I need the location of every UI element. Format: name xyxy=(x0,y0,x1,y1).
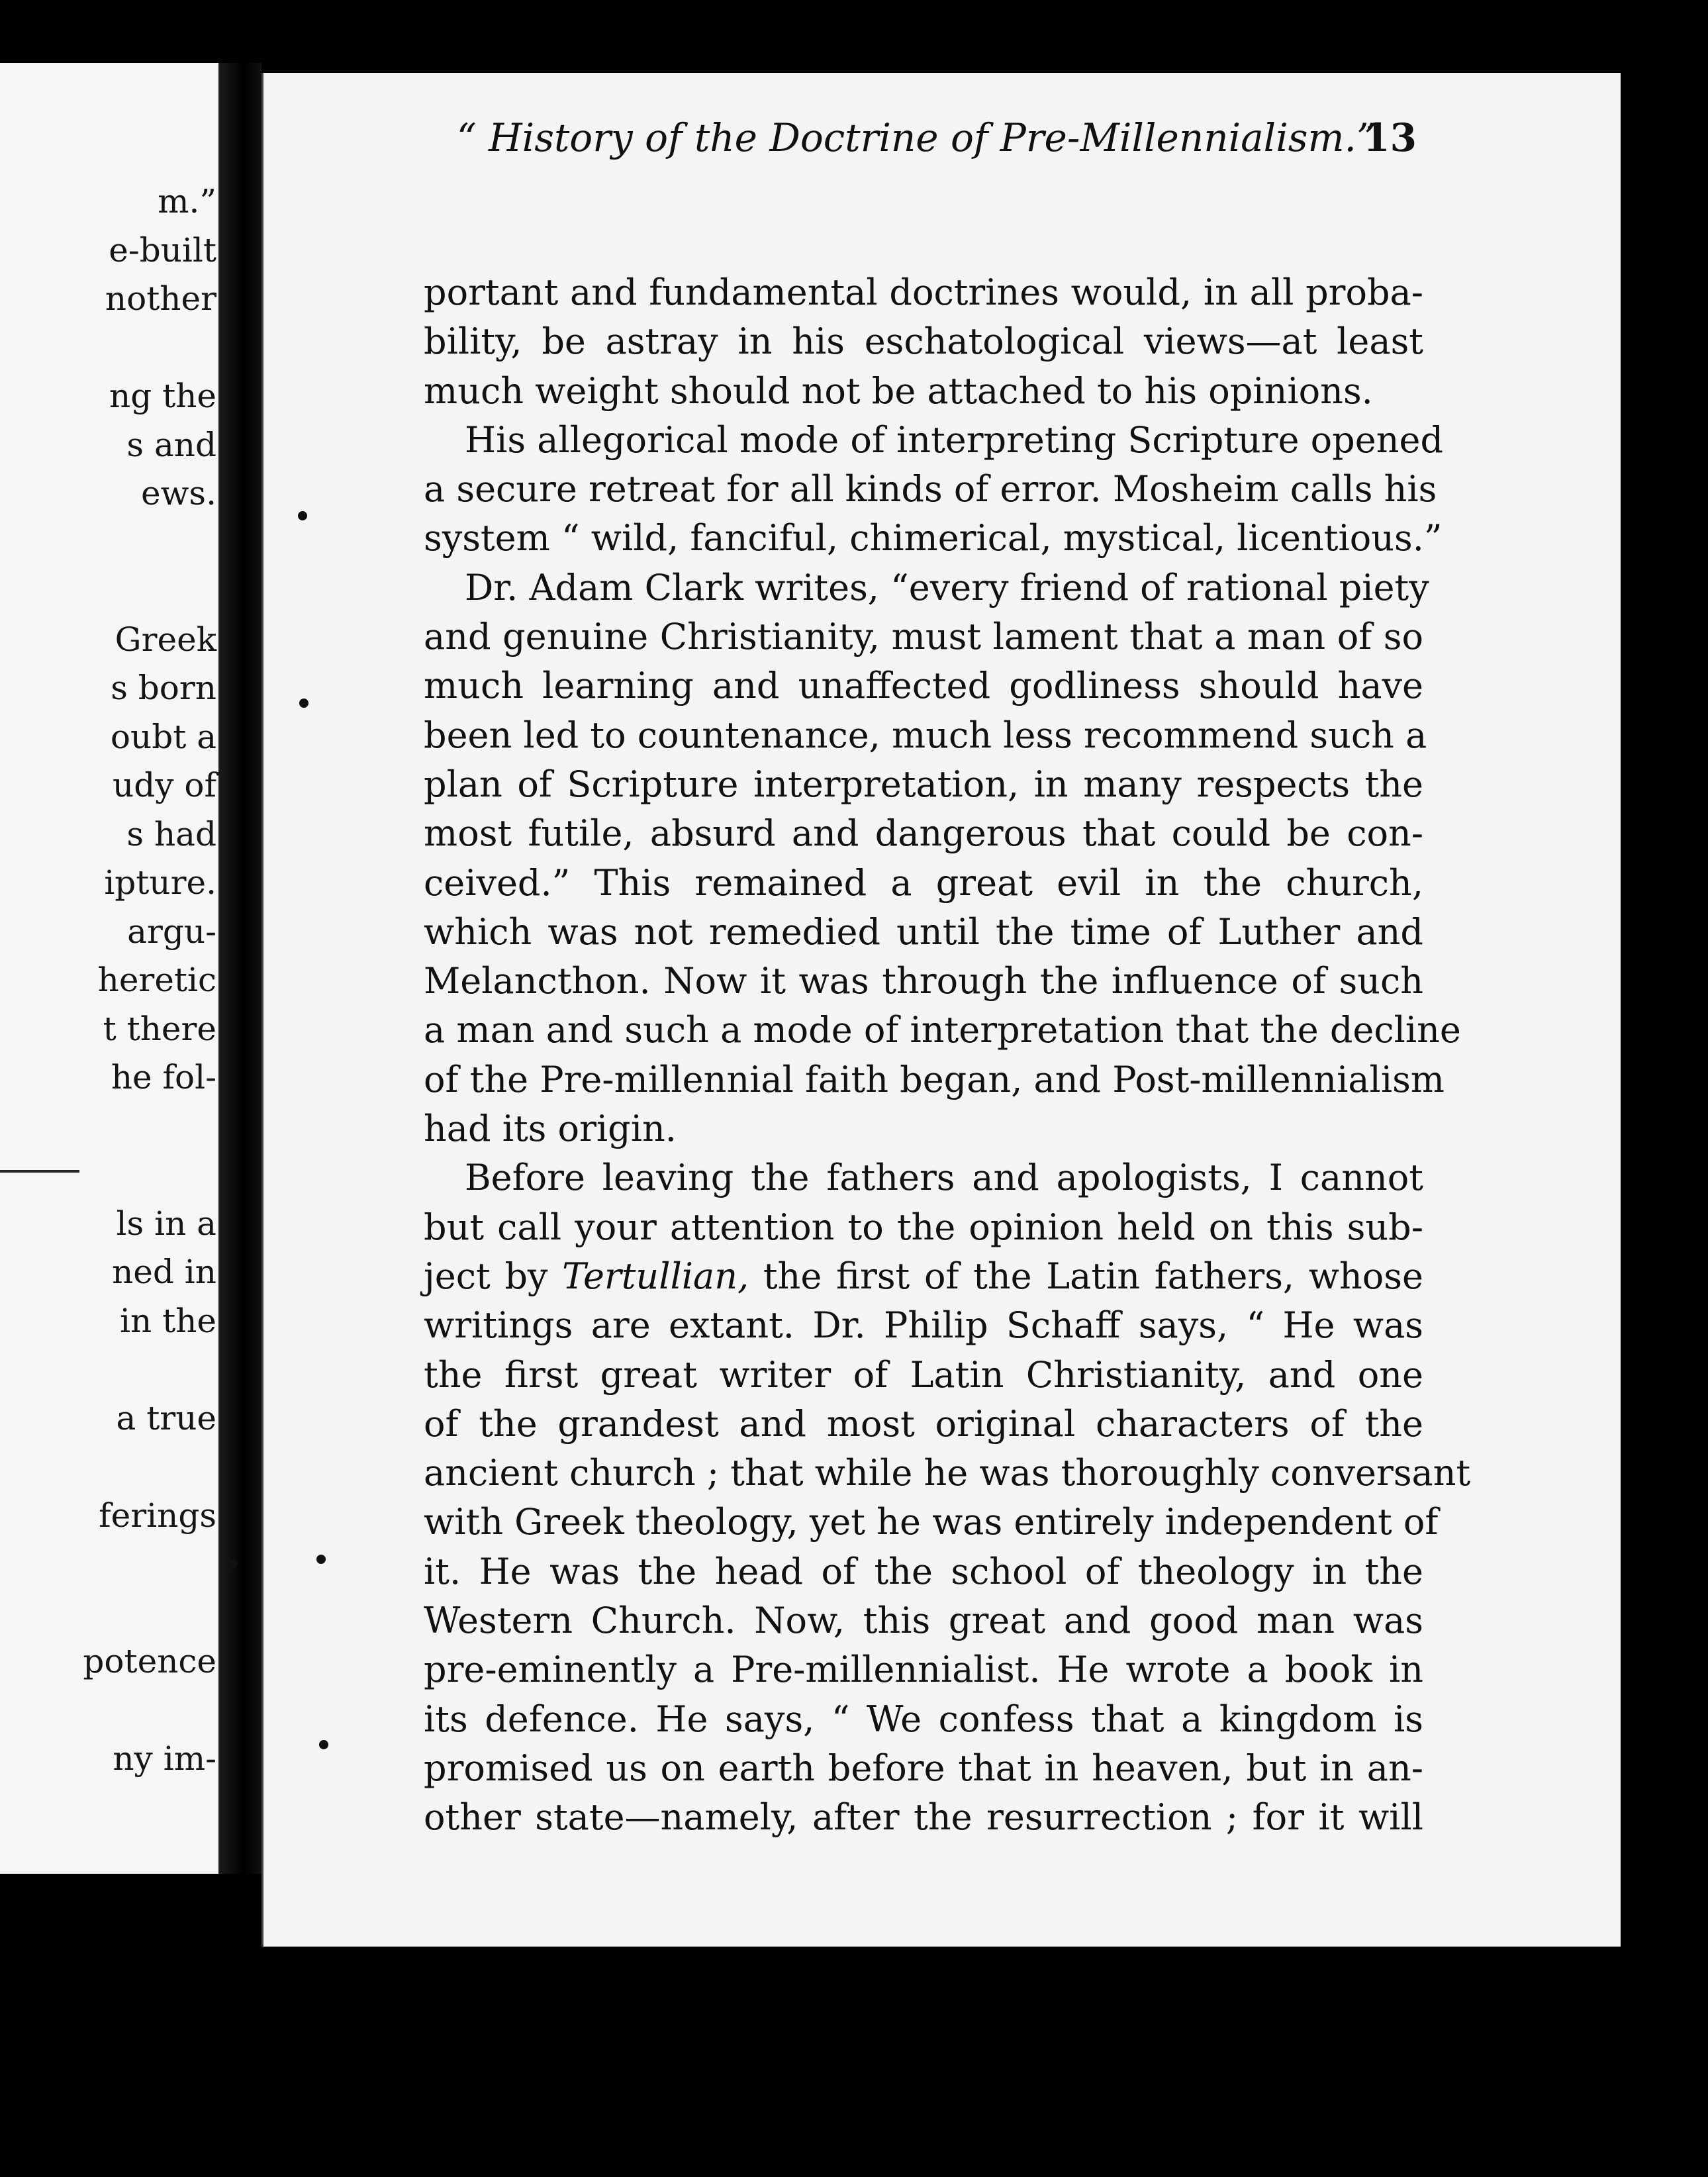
text-line: the first great writer of Latin Christianity, and one xyxy=(424,1353,1423,1396)
facing-page-line: ews. xyxy=(141,474,216,512)
text-line: promised us on earth before that in heaven, but in an- xyxy=(424,1747,1423,1789)
text-line: plan of Scripture interpretation, in many respects the xyxy=(424,763,1423,805)
facing-page-line: a true xyxy=(116,1398,216,1437)
text-line: most futile, absurd and dangerous that could be con- xyxy=(424,812,1423,855)
facing-page-line: s born xyxy=(111,669,216,707)
text-line: writings are extant. Dr. Philip Schaff says, “ He was xyxy=(424,1304,1423,1347)
text-line: a man and such a mode of interpretation that the decline xyxy=(424,1009,1461,1051)
text-line: of the Pre-millennial faith began, and Post-millennialism xyxy=(424,1058,1445,1100)
facing-page-line: heretic xyxy=(97,961,216,999)
text-line: had its origin. xyxy=(424,1108,677,1150)
body-text xyxy=(424,268,1471,1843)
facing-page-line: Greek xyxy=(115,620,216,659)
text-line: much weight should not be attached to his opinions. xyxy=(424,369,1373,412)
running-title: “ History of the Doctrine of Pre-Millennialism.” xyxy=(457,115,1376,160)
text-line: Dr. Adam Clark writes, “every friend of rational piety xyxy=(465,566,1429,608)
facing-page-line: udy of xyxy=(113,766,216,804)
facing-page-line: s and xyxy=(126,425,216,464)
text-line: been led to countenance, much less recommend such a xyxy=(424,714,1427,756)
text-line: Before leaving the fathers and apologists, I cannot xyxy=(465,1157,1423,1199)
text-line: Melancthon. Now it was through the influence of such xyxy=(424,960,1423,1002)
margin-speck xyxy=(319,1740,328,1749)
margin-speck xyxy=(228,1559,238,1569)
running-header xyxy=(457,111,1417,164)
facing-page-line: ls in a xyxy=(116,1204,216,1243)
text-line: but call your attention to the opinion held on this sub- xyxy=(424,1206,1423,1248)
facing-page-rule xyxy=(0,1170,79,1173)
margin-speck xyxy=(298,511,307,520)
text-line: pre-eminently a Pre-millennialist. He wrote a book in xyxy=(424,1649,1423,1691)
facing-page-line: ipture. xyxy=(104,863,216,902)
text-line: bility, be astray in his eschatological views—at least xyxy=(424,320,1423,363)
book-gutter xyxy=(218,63,261,1874)
facing-page-line: t there xyxy=(103,1009,216,1048)
facing-page-line: he fol- xyxy=(111,1058,216,1096)
page-number: 13 xyxy=(1363,115,1417,160)
text-line: Western Church. Now, this great and good man was xyxy=(424,1600,1423,1642)
margin-speck xyxy=(299,699,308,708)
facing-page-line: nother xyxy=(105,279,216,318)
facing-page-line: ned in xyxy=(112,1253,216,1291)
text-line: of the grandest and most original characters of the xyxy=(424,1402,1423,1445)
text-line: system “ wild, fanciful, chimerical, mystical, licentious.” xyxy=(424,517,1443,559)
text-line: its defence. He says, “ We confess that a kingdom is xyxy=(424,1698,1423,1740)
text-line: His allegorical mode of interpreting Scripture opened xyxy=(465,418,1444,461)
text-line: a secure retreat for all kinds of error. Mosheim calls his xyxy=(424,468,1437,510)
text-line: with Greek theology, yet he was entirely independent of xyxy=(424,1501,1439,1543)
text-line: ancient church ; that while he was thoroughly conversant xyxy=(424,1452,1471,1494)
text-line: which was not remedied until the time of Luther and xyxy=(424,910,1423,953)
facing-page-line: potence xyxy=(83,1642,216,1680)
italic-name: Tertullian, xyxy=(562,1255,749,1297)
scan-border xyxy=(261,1947,1708,2177)
facing-page-line: ny im- xyxy=(113,1739,216,1778)
text-line: it. He was the head of the school of theology in the xyxy=(424,1550,1423,1592)
text-line: portant and fundamental doctrines would, in all proba- xyxy=(424,271,1423,313)
facing-page-line: oubt a xyxy=(110,717,216,756)
facing-page-line: ferings xyxy=(99,1496,216,1535)
facing-page-line: argu- xyxy=(127,912,216,951)
text-line: much learning and unaffected godliness should have xyxy=(424,665,1423,707)
text-line: other state—namely, after the resurrection ; for it will xyxy=(424,1796,1423,1839)
facing-page xyxy=(0,63,228,1874)
facing-page-line: s had xyxy=(126,814,216,853)
facing-page-line: ng the xyxy=(109,377,216,415)
facing-page-line: in the xyxy=(120,1301,216,1340)
facing-page-line: m.” xyxy=(158,182,216,220)
text-line: and genuine Christianity, must lament that a man of so xyxy=(424,616,1423,658)
margin-speck xyxy=(316,1555,326,1564)
text-line: ject by Tertullian, the first of the Latin fathers, whose xyxy=(424,1255,1423,1297)
facing-page-line: e-built xyxy=(109,230,216,269)
text-line: ceived.” This remained a great evil in the church, xyxy=(424,861,1423,904)
